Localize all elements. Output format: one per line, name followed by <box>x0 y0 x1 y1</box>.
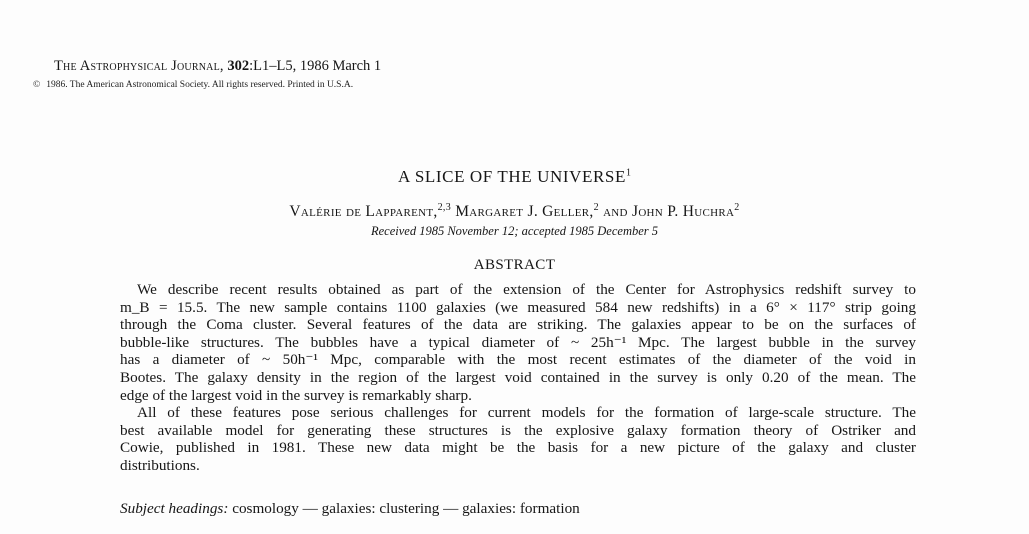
author-name: John P. Huchra <box>631 203 735 221</box>
abstract-heading: ABSTRACT <box>473 257 556 273</box>
copyright-line <box>33 80 353 90</box>
subject-headings-label: Subject headings: <box>120 500 229 517</box>
journal-volume: 302 <box>227 58 250 74</box>
paper-title <box>0 167 1029 187</box>
paper-title-text: A SLICE OF THE UNIVERSE <box>398 167 626 186</box>
subject-headings-text: cosmology — galaxies: clustering — galaxies: formation <box>232 500 580 517</box>
journal-citation <box>54 58 381 75</box>
copyright-symbol: © <box>33 80 41 90</box>
title-footnote: 1 <box>625 167 631 179</box>
abstract-line: edge of the largest void in the survey is remarkably sharp. <box>120 386 472 404</box>
author-list <box>0 202 1029 221</box>
author-affiliation: 2 <box>593 202 599 213</box>
abstract-line: distributions. <box>120 456 200 474</box>
abstract-paragraph-2 <box>120 404 916 474</box>
received-dates: Received 1985 November 12; accepted 1985 December 5 <box>370 224 659 238</box>
abstract-paragraph-1 <box>120 281 916 404</box>
abstract-line: has a diameter of ~ 50h⁻¹ Mpc, comparable with the most recent estimates of the diameter of the void in <box>120 351 916 369</box>
subject-headings <box>120 500 580 518</box>
abstract-body <box>120 281 916 475</box>
abstract-line: through the Coma cluster. Several features of the data are striking. The galaxies appear to be on the surfaces of <box>120 316 916 334</box>
journal-pages-date: :L1–L5, 1986 March 1 <box>249 58 382 74</box>
author-name: Valérie de Lapparent, <box>289 203 438 221</box>
abstract-line: All of these features pose serious challenges for current models for the formation of large-scale structure. The <box>137 404 916 422</box>
journal-name: The Astrophysical Journal, <box>54 58 224 74</box>
abstract-line: We describe recent results obtained as part of the extension of the Center for Astrophysics redshift survey to <box>137 281 916 298</box>
author-name: Margaret J. Geller, <box>455 203 594 221</box>
abstract-line: best available model for generating these structures is the explosive galaxy formation theory of Ostriker and <box>120 421 916 439</box>
abstract-line: Cowie, published in 1981. These new data might be the basis for a new picture of the galaxy and cluster <box>120 439 916 457</box>
abstract-line: Bootes. The galaxy density in the region of the largest void contained in the survey is only 0.20 of the mean. The <box>120 368 916 386</box>
author-affiliation: 2,3 <box>437 202 451 213</box>
author-conjunction: and <box>603 203 628 221</box>
author-affiliation: 2 <box>734 202 740 213</box>
copyright-text: 1986. The American Astronomical Society. All rights reserved. Printed in U.S.A. <box>46 80 354 90</box>
abstract-line: m_B = 15.5. The new sample contains 1100 galaxies (we measured 584 new redshifts) in a 6° × 117° strip going <box>120 298 916 316</box>
abstract-line: bubble-like structures. The bubbles have a typical diameter of ~ 25h⁻¹ Mpc. The largest bubble in the survey <box>120 333 916 351</box>
